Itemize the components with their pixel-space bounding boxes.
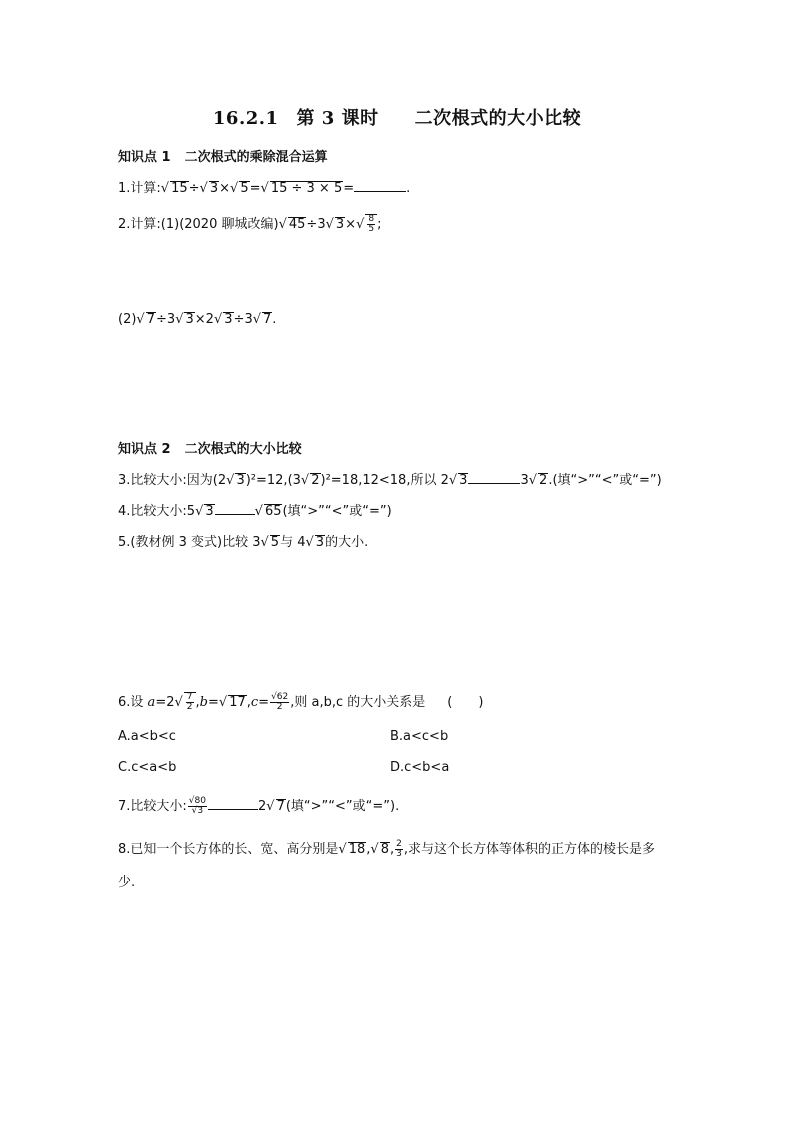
fraction: $\frac{√62}{2}$ <box>271 692 289 712</box>
radicand: 7 <box>146 312 155 327</box>
title-topic: 二次根式的大小比较 <box>414 108 582 129</box>
fraction: $\frac{2}{3}$ <box>396 839 402 859</box>
fraction: $\frac{√80}{√3}$ <box>188 796 206 816</box>
section-heading-1 <box>118 146 328 165</box>
question-5: 5.(教材例 3 变式)比较 3√ 5与 4√ 3的大小. <box>118 535 369 550</box>
radicand: 5 <box>270 535 280 550</box>
title-number: 16.2.1 <box>212 108 279 129</box>
section-name: 二次根式的乘除混合运算 <box>184 150 328 165</box>
section-label: 知识点 1 <box>118 150 171 165</box>
radicand: 18 <box>348 842 366 857</box>
q2-end: ; <box>377 217 382 232</box>
q7-prefix: 7.比较大小: <box>118 799 187 814</box>
title-lesson: 第 3 课时 <box>296 108 379 129</box>
radicand: 5 <box>240 181 249 196</box>
question-3: 3.比较大小:因为(2√ 3)²=12,(3√ 2)²=18,12<18,所以 2√ 3 3√ 2.(填“>”“<”或“=”) <box>118 473 662 488</box>
question-2-part-1: 2.计算:(1)(2020 聊城改编)√ 45÷3√ 3×√ $\frac{8}{5}$ ; <box>118 214 382 234</box>
radicand: 3 <box>185 312 194 327</box>
q5-prefix: 5.(教材例 3 变式)比较 3 <box>118 535 261 550</box>
q1-prefix: 1.计算: <box>118 181 161 196</box>
section-name: 二次根式的大小比较 <box>184 442 302 457</box>
q2b-prefix: (2) <box>118 312 137 327</box>
answer-blank[interactable] <box>354 191 406 192</box>
coefficient: 3 <box>317 217 326 232</box>
fraction: $\frac{7}{2}$ <box>186 692 193 712</box>
radicand: 3 <box>335 217 345 232</box>
radicand: 8 <box>380 842 389 857</box>
radicand: 15 <box>171 181 188 196</box>
radicand: 3 <box>236 473 245 488</box>
answer-paren[interactable]: ( ) <box>447 695 484 710</box>
q4-prefix: 4.比较大小:5 <box>118 504 196 519</box>
q8-prefix: 8.已知一个长方体的长、宽、高分别是 <box>118 842 339 857</box>
option-a[interactable]: A.a<b<c <box>118 729 176 744</box>
radicand: 3 <box>205 504 214 519</box>
radicand: 3 <box>459 473 468 488</box>
radicand: 7 <box>263 312 272 327</box>
section-heading-2 <box>118 438 302 457</box>
answer-blank[interactable] <box>208 809 258 810</box>
q6-prefix: 6.设 <box>118 695 148 710</box>
question-1: 1.计算:√ 15÷√ 3×√ 5=√ 15 ÷ 3 × 5= . <box>118 181 411 196</box>
fraction: $\frac{8}{5}$ <box>368 214 375 234</box>
radicand: 65 <box>264 504 282 519</box>
radicand: 3 <box>315 535 325 550</box>
radicand: 45 <box>288 217 306 232</box>
radicand: 7 <box>276 799 285 814</box>
question-4: 4.比较大小:5√ 3 √ 65(填“>”“<”或“=”) <box>118 504 392 519</box>
radicand: 3 <box>209 181 219 196</box>
option-b[interactable]: B.a<c<b <box>390 729 449 744</box>
radicand: 2 <box>539 473 548 488</box>
question-8-line-2: 少. <box>118 875 136 890</box>
option-d[interactable]: D.c<b<a <box>390 760 450 775</box>
answer-blank[interactable] <box>468 483 520 484</box>
q2-prefix: 2.计算:(1)(2020 聊城改编) <box>118 217 279 232</box>
q3-prefix: 3.比较大小:因为(2 <box>118 473 227 488</box>
section-label: 知识点 2 <box>118 442 171 457</box>
radicand: 2 <box>311 473 320 488</box>
answer-blank[interactable] <box>215 514 255 515</box>
radicand: 15 ÷ 3 × 5 <box>270 181 343 196</box>
page-title <box>0 104 794 130</box>
radicand: 17 <box>229 695 246 710</box>
question-7: 7.比较大小: $\frac{√80}{√3}$ 2√ 7(填“>”“<”或“=”). <box>118 796 400 816</box>
question-2-part-2: (2)√ 7÷3√ 3×2√ 3÷3√ 7. <box>118 312 277 327</box>
question-6: 6.设 a=2√ $\frac{7}{2}$ ,b=√ 17,c= $\frac{√62}{2}$ ,则 a,b,c 的大小关系是 ( ) <box>118 692 484 712</box>
question-8: 8.已知一个长方体的长、宽、高分别是√ 18,√ 8, $\frac{2}{3}$ ,求与这个长方体等体积的正方体的棱长是多 <box>118 839 655 859</box>
option-c[interactable]: C.c<a<b <box>118 760 177 775</box>
radicand: 3 <box>224 312 233 327</box>
q1-end: . <box>406 181 411 196</box>
